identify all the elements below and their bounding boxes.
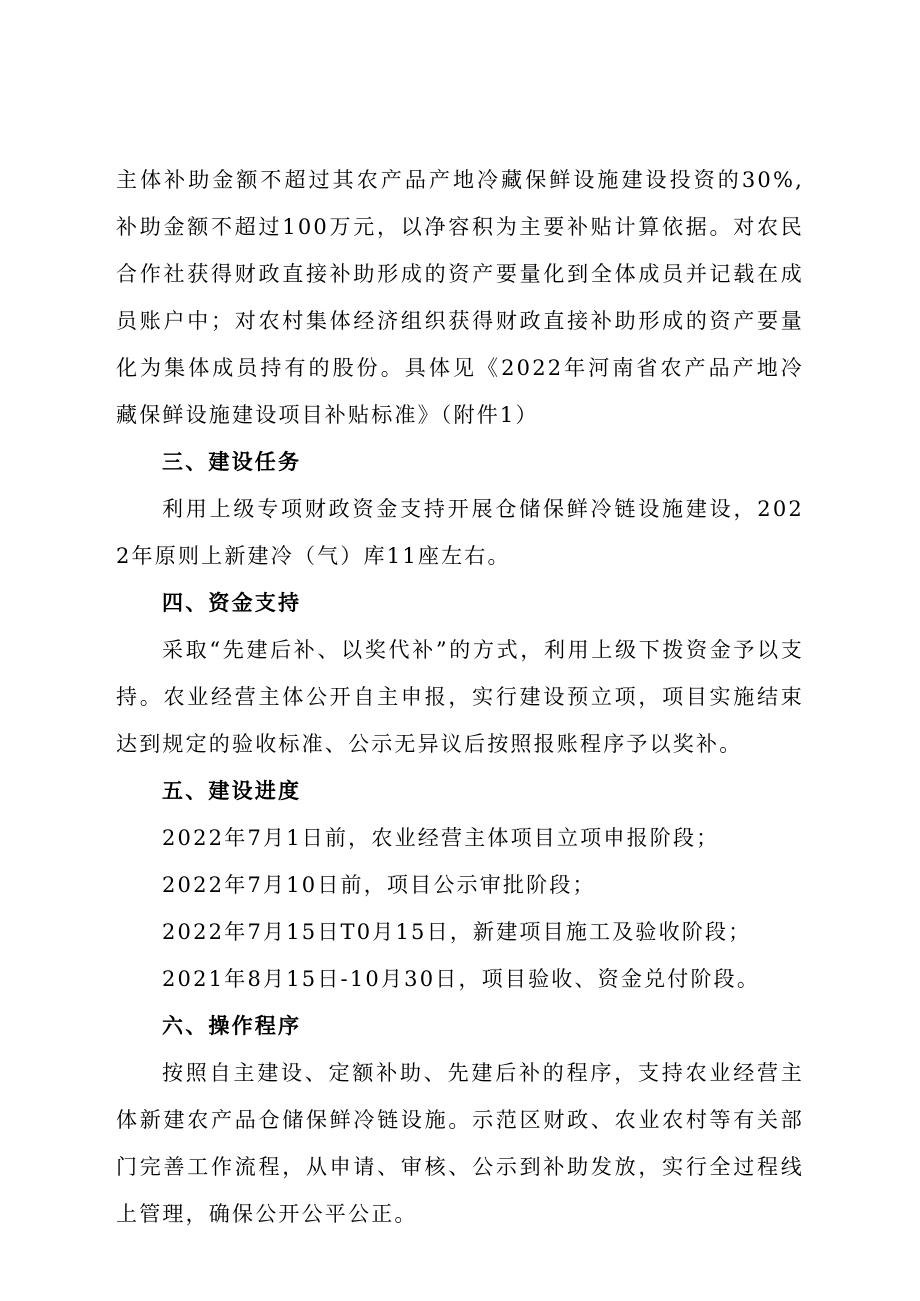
continuation-paragraph: 主体补助金额不超过其农产品产地冷藏保鲜设施建设投资的30%,补助金额不超过100万元，以净容积为主要补贴计算依据。对农民合作社获得财政直接补助形成的资产要量化到全体成员并记载在成员账户中；对农村集体经济组织获得财政直接补助形成的资产要量化为集体成员持有的股份。具体见《2022年河南省农产品产地冷藏保鲜设施建设项目补贴标准》（附件1） [116, 168, 804, 427]
construction-tasks-paragraph: 利用上级专项财政资金支持开展仓储保鲜冷链设施建设，2022年原则上新建冷（气）库11座左右。 [116, 497, 804, 568]
operating-procedure-paragraph: 按照自主建设、定额补助、先建后补的程序，支持农业经营主体新建农产品仓储保鲜冷链设施。示范区财政、农业农村等有关部门完善工作流程，从申请、审核、公示到补助发放，实行全过程线上管理，确保公开公平公正。 [116, 1061, 804, 1226]
schedule-item: 2021年8月15日-10月30日，项目验收、资金兑付阶段。 [162, 967, 761, 991]
schedule-item: 2022年7月10日前，项目公示审批阶段； [162, 873, 596, 897]
document-body [116, 157, 804, 1238]
section-heading-construction-tasks: 三、建设任务 [162, 450, 302, 474]
section-heading-funding-support: 四、资金支持 [162, 591, 302, 615]
section-heading-operating-procedure: 六、操作程序 [162, 1014, 302, 1038]
schedule-item: 2022年7月15日T0月15日，新建项目施工及验收阶段； [162, 920, 752, 944]
schedule-item: 2022年7月1日前，农业经营主体项目立项申报阶段； [162, 826, 720, 850]
section-heading-construction-schedule: 五、建设进度 [162, 779, 302, 803]
funding-support-paragraph: 采取“先建后补、以奖代补”的方式，利用上级下拨资金予以支持。农业经营主体公开自主申报，实行建设预立项，项目实施结束达到规定的验收标准、公示无异议后按照报账程序予以奖补。 [116, 638, 804, 756]
